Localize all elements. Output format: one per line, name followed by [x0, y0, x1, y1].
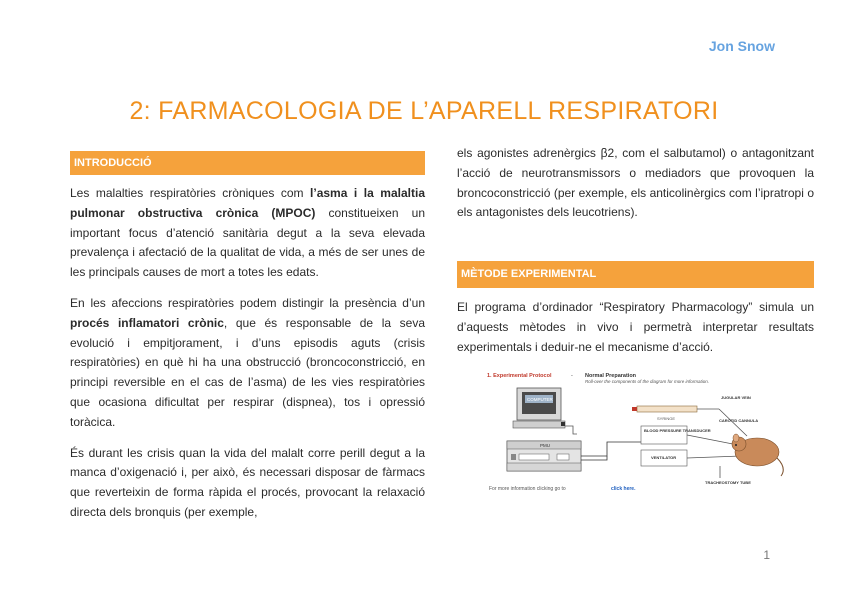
text: , que és responsable de la seva evolució i empitjorament, i d’uns episodis aguts (crisis respiratòries) en què hi ha una obstrucció (broncoconstricció, en principi reversible en el cas de l’asma) de les vies respiratòries que ocasiona dificultat per respirar (dispnea), tos i opressió toràcica.	[70, 315, 425, 429]
protocol-diagram	[457, 368, 787, 493]
figure-footer: For more information clicking go to	[489, 485, 566, 492]
carotid-label: CAROTID CANNULA	[719, 417, 759, 423]
normal-prep-label: Normal Preparation	[585, 372, 637, 379]
text: En les afeccions respiratòries podem distingir la presència d’un	[70, 295, 425, 310]
ventilator-label: VENTILATOR	[651, 454, 677, 460]
intro-heading: INTRODUCCIÓ	[70, 151, 425, 175]
jugular-label: JUGULAR VEIN	[721, 394, 751, 400]
pmu-label: PMU	[540, 442, 550, 448]
bp-transducer[interactable]	[641, 426, 711, 444]
method-paragraph-1: El programa d’ordinador “Respiratory Pharmacology” simula un d’aquests mètodes in vivo i permetrà interpretar resultats experimentals i deduir-ne el mecanisme d’acció.	[457, 300, 814, 354]
author-name: Jon Snow	[708, 38, 775, 54]
page-number: 1	[763, 548, 770, 562]
text: Les malalties respiratòries cròniques com	[70, 186, 311, 200]
rollover-hint: Roll-over the components of the diagram for more information.	[585, 378, 710, 384]
experimental-protocol-figure	[457, 368, 787, 493]
pmu-unit[interactable]	[507, 441, 581, 471]
intro-paragraph-2	[70, 294, 425, 433]
method-heading: MÈTODE EXPERIMENTAL	[457, 261, 814, 288]
left-column	[70, 151, 425, 523]
protocol-label: 1. Experimental Protocol	[487, 372, 552, 379]
page-title: 2: FARMACOLOGIA DE L’APARELL RESPIRATORI	[129, 97, 719, 125]
dash-text: -	[571, 372, 573, 379]
intro-paragraph-1	[70, 184, 425, 283]
computer-icon[interactable]	[513, 388, 565, 428]
computer-label: COMPUTER	[527, 396, 553, 402]
trach-label: TRACHEOSTOMY TUBE	[705, 479, 751, 485]
syringe-label: SYRINGE	[657, 415, 676, 421]
intro-paragraph-3: És durant les crisis quan la vida del malalt corre perill degut a la manca d’oxigenació i, per això, és necessari disposar de fàrmacs que reverteixin de forma ràpida el procés, provocant la relaxació directa dels bronquis (per exemple,	[70, 445, 425, 519]
rat-icon[interactable]	[732, 434, 783, 476]
ventilator[interactable]	[641, 450, 687, 466]
figure-link[interactable]: click here.	[611, 485, 636, 492]
bold-text: l’asma i la malaltia pulmonar obstructiva crònica (MPOC)	[70, 186, 425, 220]
intro-paragraph-4: els agonistes adrenèrgics β2, com el salbutamol) o antagonitzant l’acció de neurotransmissors o mediadors que provoquen la broncoconstricció (per exemple, els anticolinèrgics com l’ipratropi o els antagonistes dels leucotriens).	[457, 146, 814, 220]
text: constitueixen un important focus d’atenció sanitària degut a la seva elevada prevalença i afectació de la qualitat de vida, a més de ser unes de les principals causes de mort a totes les edats.	[70, 205, 425, 280]
bp-label: BLOOD PRESSURE TRANSDUCER	[644, 427, 711, 433]
bold-text: procés inflamatori crònic	[70, 315, 224, 330]
syringe-icon[interactable]	[632, 406, 719, 421]
right-column	[457, 144, 814, 493]
